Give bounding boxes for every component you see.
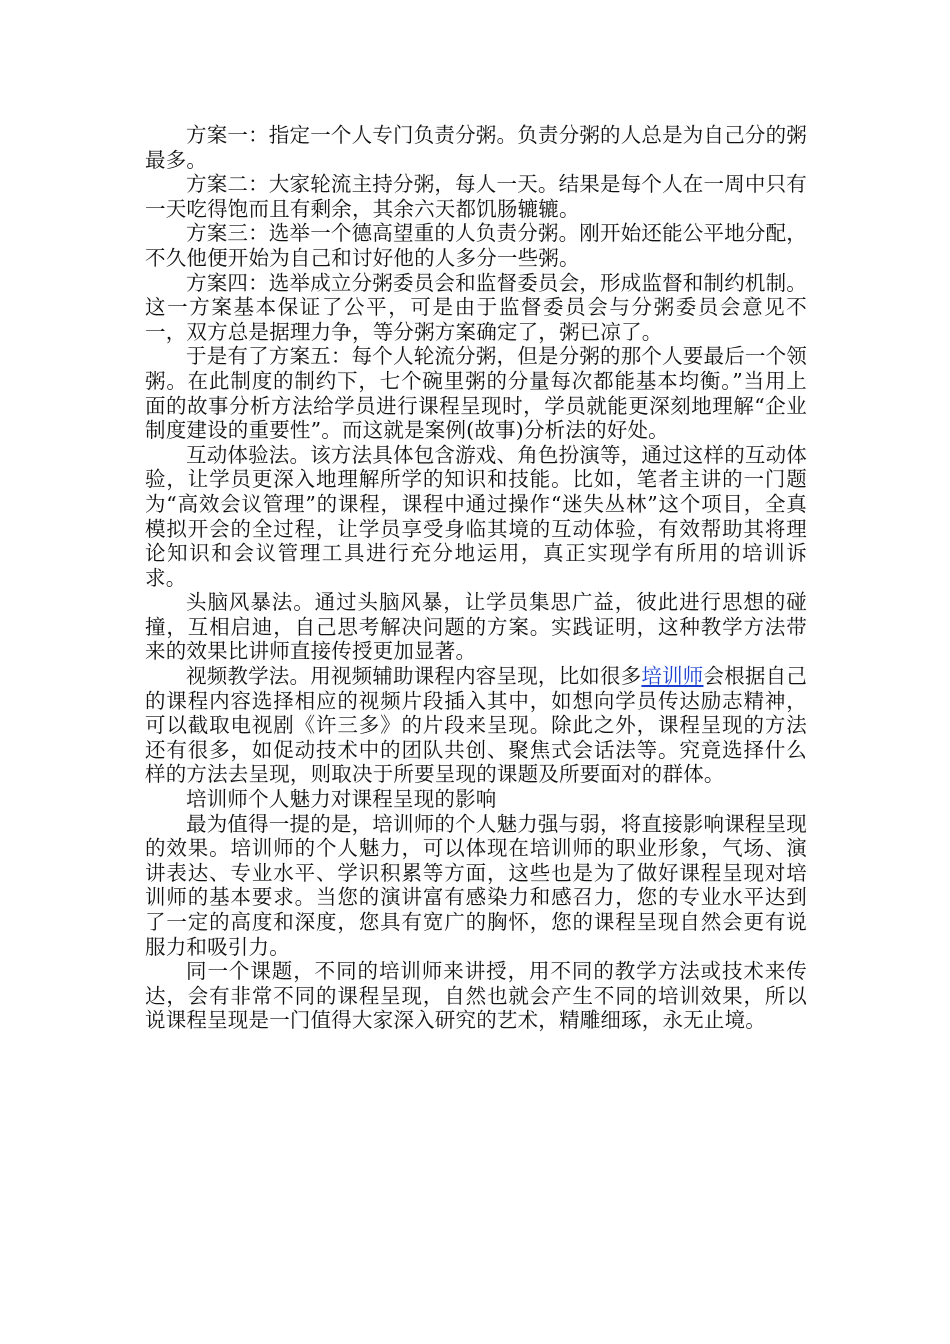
paragraph-plan-3: 方案三：选举一个德高望重的人负责分粥。刚开始还能公平地分配，不久他便开始为自己和讨好他的人多分一些粥。 (145, 221, 807, 270)
paragraph-plan-5: 于是有了方案五：每个人轮流分粥，但是分粥的那个人要最后一个领粥。在此制度的制约下，七个碗里粥的分量每次都能基本均衡。”当用上面的故事分析方法给学员进行课程呈现时，学员就能更深刻地理解“企业制度建设的重要性”。而这就是案例(故事)分析法的好处。 (145, 344, 807, 443)
paragraph-video-method (145, 664, 807, 787)
paragraph-plan-2: 方案二：大家轮流主持分粥，每人一天。结果是每个人在一周中只有一天吃得饱而且有剩余，其余六天都饥肠辘辘。 (145, 172, 807, 221)
paragraph-interactive-method: 互动体验法。该方法具体包含游戏、角色扮演等，通过这样的互动体验，让学员更深入地理解所学的知识和技能。比如，笔者主讲的一门题为“高效会议管理”的课程，课程中通过操作“迷失丛林”这个项目，全真模拟开会的全过程，让学员享受身临其境的互动体验，有效帮助其将理论知识和会议管理工具进行充分地运用，真正实现学有所用的培训诉求。 (145, 442, 807, 590)
video-method-text-start: 视频教学法。用视频辅助课程内容呈现，比如很多 (186, 664, 642, 689)
video-method-text-end: 会根据自己的课程内容选择相应的视频片段插入其中，如想向学员传达励志精神，可以截取电视剧《许三多》的片段来呈现。除此之外，课程呈现的方法还有很多，如促动技术中的团队共创、聚焦式会话法等。究竟选择什么样的方法去呈现，则取决于所要呈现的课题及所要面对的群体。 (145, 664, 808, 787)
section-heading-trainer-charisma: 培训师个人魅力对课程呈现的影响 (186, 787, 497, 812)
paragraph-brainstorm-method: 头脑风暴法。通过头脑风暴，让学员集思广益，彼此进行思想的碰撞，互相启迪，自己思考解决问题的方案。实践证明，这种教学方法带来的效果比讲师直接传授更加显著。 (145, 590, 807, 664)
paragraph-plan-4: 方案四：选举成立分粥委员会和监督委员会，形成监督和制约机制。这一方案基本保证了公平，可是由于监督委员会与分粥委员会意见不一，双方总是据理力争，等分粥方案确定了，粥已凉了。 (145, 270, 807, 344)
paragraph-trainer-charisma: 最为值得一提的是，培训师的个人魅力强与弱，将直接影响课程呈现的效果。培训师的个人魅力，可以体现在培训师的职业形象，气场、演讲表达、专业水平、学识积累等方面，这些也是为了做好课程呈现对培训师的基本要求。当您的演讲富有感染力和感召力，您的专业水平达到了一定的高度和深度，您具有宽广的胸怀，您的课程呈现自然会更有说服力和吸引力。 (145, 811, 807, 959)
paragraph-conclusion: 同一个课题，不同的培训师来讲授，用不同的教学方法或技术来传达，会有非常不同的课程呈现，自然也就会产生不同的培训效果，所以说课程呈现是一门值得大家深入研究的艺术，精雕细琢，永无止境。 (145, 959, 807, 1033)
document-body (145, 123, 807, 1033)
trainer-link[interactable]: 培训师 (641, 664, 704, 689)
paragraph-plan-1: 方案一：指定一个人专门负责分粥。负责分粥的人总是为自己分的粥最多。 (145, 123, 807, 172)
